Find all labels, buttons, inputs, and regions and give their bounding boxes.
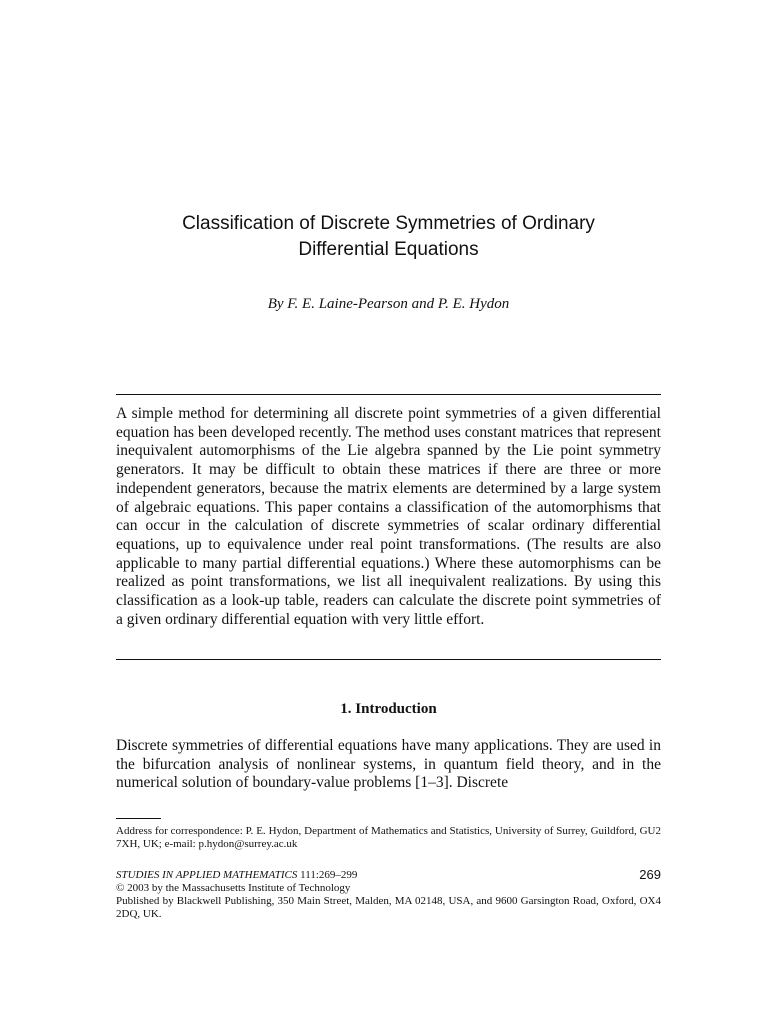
paper-authors: By F. E. Laine-Pearson and P. E. Hydon — [267, 296, 510, 312]
paper-title-line-2: Differential Equations — [298, 239, 479, 260]
page-number: 269 — [639, 867, 661, 882]
journal-info — [116, 869, 661, 921]
paper-title-line-1: Classification of Discrete Symmetries of Ordinary — [182, 213, 595, 234]
footnote-rule — [116, 818, 161, 819]
introduction-text: Discrete symmetries of differential equations have many applications. They are used in the bifurcation analysis of nonlinear systems, in quantum field theory, and in the numerical solution of boundary-value problems [1–3]. Discrete — [116, 737, 661, 792]
journal-name: STUDIES IN APPLIED MATHEMATICS — [116, 869, 298, 881]
journal-citation-line — [116, 869, 661, 882]
copyright-line: © 2003 by the Massachusetts Institute of Technology — [116, 882, 351, 894]
journal-reference: 111:269–299 — [300, 869, 358, 881]
section-heading: 1. Introduction — [340, 701, 437, 717]
paper-title — [116, 211, 661, 263]
abstract-bottom-rule — [116, 659, 661, 660]
correspondence-footnote: Address for correspondence: P. E. Hydon, Department of Mathematics and Statistics, University of Surrey, Guildford, GU2 7XH, UK; e-mail: p.hydon@surrey.ac.uk — [116, 825, 661, 850]
publisher-line: Published by Blackwell Publishing, 350 Main Street, Malden, MA 02148, USA, and 9600 Garsington Road, Oxford, OX4 2DQ, UK. — [116, 895, 661, 920]
abstract-text: A simple method for determining all discrete point symmetries of a given differential equation has been developed recently. The method uses constant matrices that represent inequivalent automorphisms of the Lie algebra spanned by the Lie point symmetry generators. It may be difficult to obtain these matrices if there are three or more independent generators, because the matrix elements are determined by a large system of algebraic equations. This paper contains a classification of the automorphisms that can occur in the calculation of discrete symmetries of scalar ordinary differential equations, up to equivalence under real point transformations. (The results are also applicable to many partial differential equations.) Where these automorphisms can be realized as point transformations, we list all inequivalent realizations. By using this classification as a look-up table, readers can calculate the discrete point symmetries of a given ordinary differential equation with very little effort. — [116, 405, 661, 628]
abstract-top-rule — [116, 394, 661, 395]
